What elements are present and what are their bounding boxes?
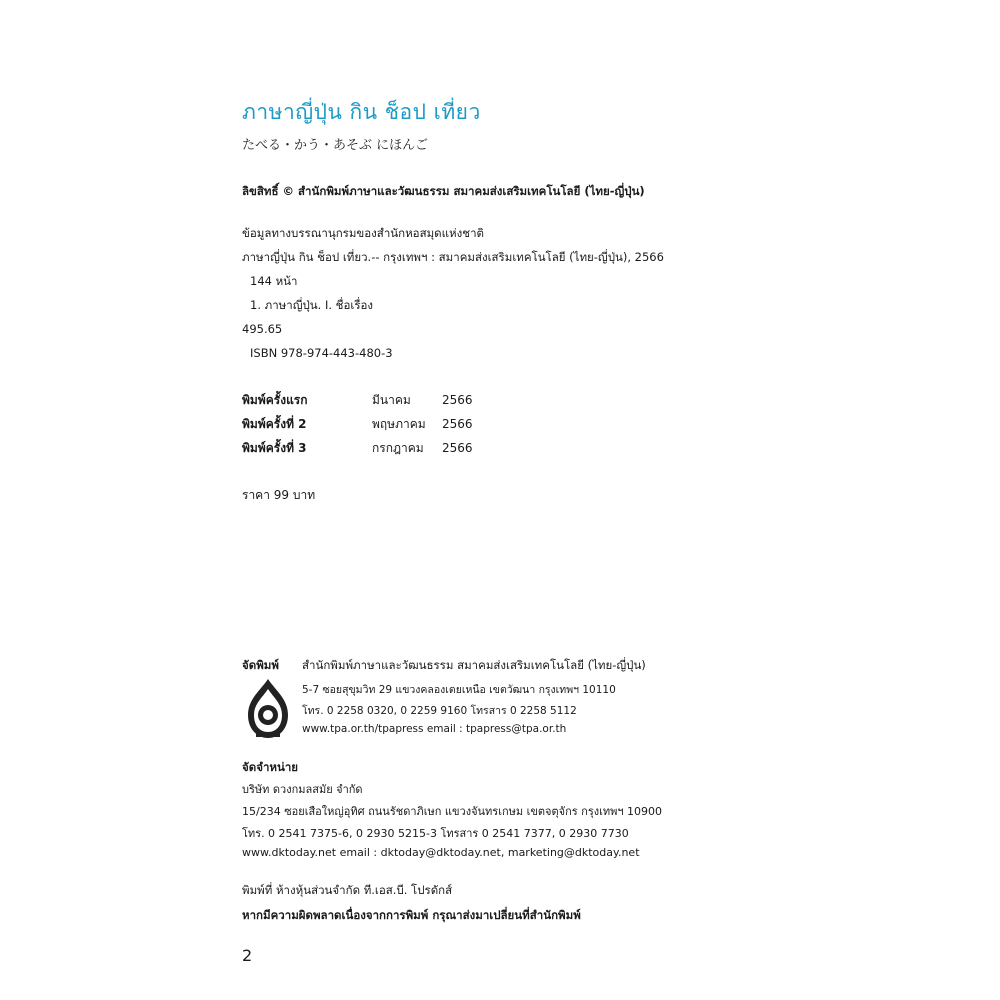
printing-year: 2566 [442,441,473,455]
cip-isbn: ISBN 978-974-443-480-3 [250,346,393,360]
printing-label: พิมพ์ครั้งที่ 2 [242,417,307,431]
printing-row [242,391,473,410]
distributor-name: บริษัท ดวงกมลสมัย จำกัด [242,783,363,796]
printing-year: 2566 [442,417,473,431]
book-title: ภาษาญี่ปุ่น กิน ช็อป เที่ยว [242,100,481,124]
publisher-name: สำนักพิมพ์ภาษาและวัฒนธรรม สมาคมส่งเสริมเทคโนโลยี (ไทย-ญี่ปุ่น) [302,658,646,672]
price: ราคา 99 บาท [242,488,316,502]
publisher-address: 5-7 ซอยสุขุมวิท 29 แขวงคลองเตยเหนือ เขตวัฒนา กรุงเทพฯ 10110 [302,684,616,696]
printing-month: กรกฎาคม [372,441,424,455]
publisher-web: www.tpa.or.th/tpapress email : tpapress@tpa.or.th [302,723,567,735]
misprint-note: หากมีความผิดพลาดเนื่องจากการพิมพ์ กรุณาส่งมาเปลี่ยนที่สำนักพิมพ์ [242,908,581,922]
publisher-phone: โทร. 0 2258 0320, 0 2259 9160 โทรสาร 0 2258 5112 [302,705,577,717]
printing-row [242,439,473,458]
cip-subject: 1. ภาษาญี่ปุ่น. I. ชื่อเรื่อง [250,298,374,312]
printer-line: พิมพ์ที่ ห้างหุ้นส่วนจำกัด ที.เอส.บี. โปรดักส์ [242,883,453,897]
cip-classification: 495.65 [242,322,283,336]
printing-month: มีนาคม [372,393,411,407]
publisher-logo-icon [242,677,294,741]
cip-heading: ข้อมูลทางบรรณานุกรมของสำนักหอสมุดแห่งชาติ [242,226,484,240]
printing-row [242,415,473,434]
distributor-address: 15/234 ซอยเสือใหญ่อุทิศ ถนนรัชดาภิเษก แขวงจันทรเกษม เขตจตุจักร กรุงเทพฯ 10900 [242,805,663,818]
distributor-phone: โทร. 0 2541 7375-6, 0 2930 5215-3 โทรสาร 0 2541 7377, 0 2930 7730 [242,827,629,840]
printing-label: พิมพ์ครั้งที่ 3 [242,441,307,455]
publisher-label: จัดพิมพ์ [242,658,279,672]
book-subtitle: たべる・かう・あそぶ にほんご [242,138,429,153]
printing-label: พิมพ์ครั้งแรก [242,393,308,407]
cip-pages: 144 หน้า [250,274,298,288]
copyright-line: ลิขสิทธิ์ © สำนักพิมพ์ภาษาและวัฒนธรรม สมาคมส่งเสริมเทคโนโลยี (ไทย-ญี่ปุ่น) [242,184,645,198]
printing-month: พฤษภาคม [372,417,426,431]
distributor-label: จัดจำหน่าย [242,760,299,774]
cip-entry: ภาษาญี่ปุ่น กิน ช็อป เที่ยว.-- กรุงเทพฯ : สมาคมส่งเสริมเทคโนโลยี (ไทย-ญี่ปุ่น), 2566 [242,250,664,264]
printing-year: 2566 [442,393,473,407]
page-number: 2 [242,946,253,965]
distributor-web: www.dktoday.net email : dktoday@dktoday.net, marketing@dktoday.net [242,846,640,859]
